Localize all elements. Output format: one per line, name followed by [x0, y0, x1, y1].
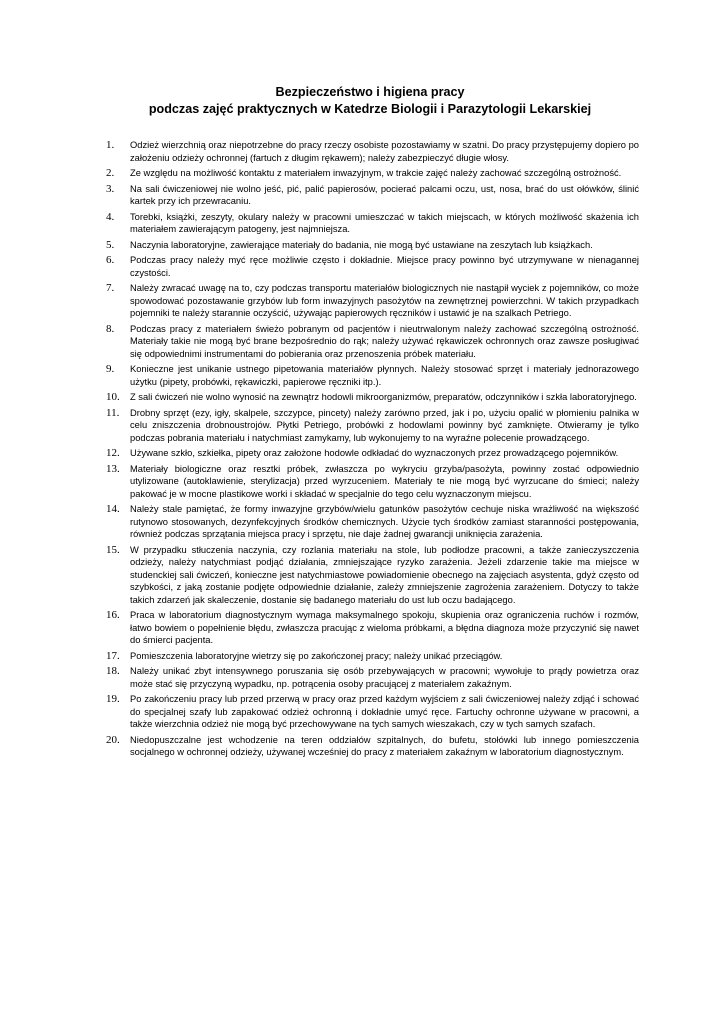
rule-number: 20. — [106, 733, 120, 746]
rule-text: Z sali ćwiczeń nie wolno wynosić na zewnątrz hodowli mikroorganizmów, preparatów, odczynników i szkła laboratoryjnego. — [130, 392, 637, 402]
rule-item — [102, 183, 639, 208]
rule-number: 7. — [106, 282, 115, 294]
rule-number: 3. — [106, 182, 115, 195]
rule-text: Należy stale pamiętać, że formy inwazyjne grzybów/wielu gatunków pasożytów cechuje niska wrażliwość na większość rutynowo stosowanych, dezynfekcyjnych środków chemicznych. Użycie tych środków zamiast staranności postępowania, również podczas sprzątania miejsca pracy i sprzętu, nie daje żadnej gwarancji uniknięcia zarażenia. — [130, 504, 639, 539]
rule-text: Należy unikać zbyt intensywnego poruszania się osób przebywających w pracowni; wywołuje to prądy powietrza oraz może stać się przyczyną wypadku, np. potrącenia osoby pracującej z materiałem zakaźnym. — [130, 666, 639, 689]
rule-item — [102, 544, 639, 607]
rule-item — [102, 665, 639, 690]
rule-item — [102, 609, 639, 647]
rule-item — [102, 503, 639, 541]
rule-text: Praca w laboratorium diagnostycznym wymaga maksymalnego spokoju, skupienia oraz ograniczenia ruchów i rozmów, łatwo bowiem o popełnienie błędu, zwłaszcza pracując z wieloma próbkami, a błędna diagnoza może przyczynić się nawet do śmierci pacjenta. — [130, 610, 639, 645]
rule-item — [102, 734, 639, 759]
rule-number: 1. — [106, 139, 115, 151]
rule-text: Należy zwracać uwagę na to, czy podczas transportu materiałów biologicznych nie nastąpił wyciek z pojemników, co może spowodować pozostawanie grzybów lub form inwazyjnych pasożytów na zewnętrznej powierzchni. W takich przypadkach pojemniki te należy starannie oczyścić, używając papierowych ręczników i ustawić je na szalkach Petriego. — [130, 283, 639, 318]
rule-number: 15. — [106, 543, 120, 556]
rule-number: 9. — [106, 363, 115, 375]
rule-item — [102, 211, 639, 236]
rule-number: 5. — [106, 238, 115, 251]
rule-text: Niedopuszczalne jest wchodzenie na teren oddziałów szpitalnych, do bufetu, stołówki lub innego pomieszczenia socjalnego w ochronnej odzieży, używanej wcześniej do pracy z materiałem zakaźnym w laboratorium diagnostycznym. — [130, 734, 639, 757]
rule-text: Materiały biologiczne oraz resztki próbek, zwłaszcza po wykryciu grzyba/pasożyta, powinny zostać odpowiednio utylizowane (autoklawienie, sterylizacja) przed wyrzuceniem. Materiały te nie mogą być wyrzucane do śmieci; należy pakować je w mocne plastikowe worki i składać w specjalnie do tego celu wyznaczonym miejscu. — [130, 463, 639, 499]
document-title — [100, 84, 640, 118]
rule-text: Po zakończeniu pracy lub przed przerwą w pracy oraz przed każdym wyjściem z sali ćwiczeniowej należy zdjąć i schować do specjalnej szafy lub zapakować odzież ochronną i dokładnie umyć ręce. Fartuchy ochronne używane w pracowni, a także wierzchnia odzież nie mogą być przechowywane na tych samych wieszakach, czy w tych samych szafach. — [130, 694, 639, 729]
rule-item — [102, 139, 639, 164]
rule-text: Drobny sprzęt (ezy, igły, skalpele, szczypce, pincety) należy zarówno przed, jak i po, użyciu opalić w płomieniu palnika w celu zniszczenia drobnoustrojów. Płytki Petriego, probówki z hodowlami powinny być zamknięte. Otwieramy je tylko podczas pobrania materiału i natychmiast zamykamy, lub wykonujemy to na wyraźne polecenie prowadzącego. — [130, 407, 639, 443]
rule-item — [102, 463, 639, 501]
rule-text: Na sali ćwiczeniowej nie wolno jeść, pić, palić papierosów, pocierać palcami oczu, ust, nosa, brać do ust ołówków, ślinić kartek przy ich przewracaniu. — [130, 183, 639, 206]
title-line-1: Bezpieczeństwo i higiena pracy — [275, 85, 465, 99]
rule-item — [102, 693, 639, 731]
rule-text: Odzież wierzchnią oraz niepotrzebne do pracy rzeczy osobiste pozostawiamy w szatni. Do pracy przystępujemy dopiero po założeniu odzieży ochronnej (fartuch z długim rękawem); należy zabezpieczyć długie włosy. — [130, 140, 639, 163]
rule-item — [102, 323, 639, 361]
rule-text: W przypadku stłuczenia naczynia, czy rozlania materiału na stole, lub podłodze pracowni, a także zanieczyszczenia odzieży, należy natychmiast podjąć działania, zmniejszające ryzyko zarażenia. Jeżeli zdarzenie takie ma miejsce w studenckiej sali ćwiczeń, konieczne jest natychmiastowe powiadomienie obecnego na zajęciach asystenta, gdyż często od szybkości, z jaką zostanie podjęte odpowiednie działanie, zależy zmniejszenie zagrożenia zarażeniem. Dotyczy to także takich zdarzeń jak skaleczenie, dostanie się badanego materiału do ust lub oczu badającego. — [130, 544, 639, 605]
rule-number: 10. — [106, 391, 120, 403]
rule-item — [102, 282, 639, 320]
rule-number: 11. — [106, 406, 120, 419]
rule-number: 2. — [106, 167, 115, 179]
rule-number: 18. — [106, 665, 120, 677]
rule-number: 8. — [106, 322, 115, 335]
title-line-2: podczas zajęć praktycznych w Katedrze Biologii i Parazytologii Lekarskiej — [148, 102, 592, 116]
rule-item — [102, 391, 639, 404]
rule-number: 6. — [106, 254, 115, 266]
rule-item — [102, 363, 639, 388]
rule-text: Ze względu na możliwość kontaktu z materiałem inwazyjnym, w trakcie zajęć należy zachować szczególną ostrożność. — [130, 168, 622, 178]
rule-number: 4. — [106, 210, 115, 223]
rule-item — [102, 650, 639, 663]
rule-text: Torebki, książki, zeszyty, okulary należy w pracowni umieszczać w takich miejscach, w których możliwość skażenia ich materiałem zawierającym patogeny, jest najmniejsza. — [130, 211, 639, 234]
rule-number: 12. — [106, 447, 120, 459]
rule-item — [102, 447, 639, 460]
rule-item — [102, 407, 639, 445]
rule-text: Konieczne jest unikanie ustnego pipetowania materiałów płynnych. Należy stosować sprzęt i materiały jednorazowego użytku (pipety, probówki, rękawiczki, papierowe ręczniki itp.). — [130, 364, 639, 387]
rule-item — [102, 239, 639, 252]
rule-number: 19. — [106, 693, 120, 705]
rule-text: Naczynia laboratoryjne, zawierające materiały do badania, nie mogą być ustawiane na zeszytach lub książkach. — [130, 239, 593, 250]
rule-number: 17. — [106, 649, 120, 662]
rule-item — [102, 254, 639, 279]
rule-number: 13. — [106, 462, 120, 475]
rule-text: Pomieszczenia laboratoryjne wietrzy się po zakończonej pracy; należy unikać przeciągów. — [130, 650, 503, 661]
rule-text: Podczas pracy z materiałem świeżo pobranym od pacjentów i nieutrwalonym należy zachować szczególną ostrożność. Materiały takie nie mogą być brane bezpośrednio do rąk; należy używać rękawiczek ochronnych oraz zawsze posługiwać się odpowiednimi instrumentami do pobierania oraz przenoszenia próbek materiału. — [130, 323, 639, 359]
rule-number: 16. — [106, 609, 120, 621]
rule-item — [102, 167, 639, 180]
rule-number: 14. — [106, 503, 120, 515]
rules-list — [102, 139, 639, 762]
rule-text: Podczas pracy należy myć ręce możliwie często i dokładnie. Miejsce pracy powinno być utrzymywane w nienagannej czystości. — [130, 255, 639, 278]
rule-text: Używane szkło, szkiełka, pipety oraz założone hodowle odkładać do wyznaczonych przez prowadzącego pojemników. — [130, 448, 619, 458]
